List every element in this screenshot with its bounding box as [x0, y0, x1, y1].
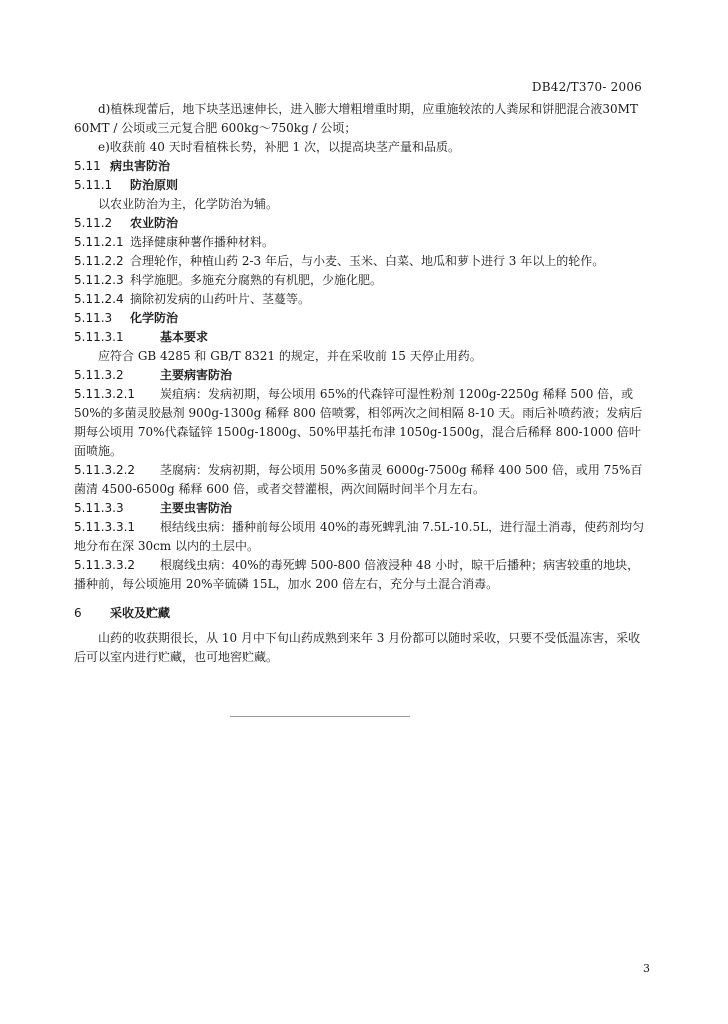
section-title: 防治原则 [130, 178, 179, 192]
section-5-11-heading [74, 157, 646, 176]
item-number: 5.11.3.3.2 [74, 558, 136, 572]
item-5-11-2-4 [74, 290, 646, 309]
document-body [74, 100, 646, 667]
section-6-heading [74, 604, 646, 623]
section-5-11-1-heading [74, 176, 646, 195]
section-5-11-3-2-heading [74, 366, 646, 385]
item-5-11-3-2-2 [74, 461, 646, 499]
section-number: 5.11.2 [74, 216, 113, 230]
item-text: 茎腐病：发病初期，每公顷用 50%多菌灵 6000g-7500g 稀释 400 500 倍，或用 75%百菌清 4500-6500g 稀释 600 倍，或者交替灌根，两次间隔时间半个月左右。 [74, 463, 643, 496]
section-5-11-3-3-heading [74, 499, 646, 518]
section-5-11-2-heading [74, 214, 646, 233]
item-number: 5.11.2.4 [74, 292, 124, 306]
item-5-11-3-3-2 [74, 556, 646, 594]
document-code: DB42/T370- 2006 [531, 80, 642, 94]
page-number: 3 [643, 962, 650, 975]
item-5-11-2-3 [74, 271, 646, 290]
section-title: 化学防治 [130, 311, 179, 325]
item-text: 选择健康种薯作播种材料。 [130, 235, 275, 249]
item-text: 摘除初发病的山药叶片、茎蔓等。 [130, 292, 311, 306]
section-5-11-1-text: 以农业防治为主，化学防治为辅。 [98, 197, 279, 211]
item-text: 根腐线虫病：40%的毒死蜱 500-800 倍液浸种 48 小时，晾干后播种；病害较重的地块，播种前，每公顷施用 20%辛硫磷 15L，加水 200 倍左右，充分与土混合消毒。 [74, 558, 640, 591]
item-number: 5.11.2.1 [74, 235, 124, 249]
item-text: 合理轮作，种植山药 2-3 年后，与小麦、玉米、白菜、地瓜和萝卜进行 3 年以上的轮作。 [130, 254, 605, 268]
item-number: 5.11.3.2.2 [74, 463, 136, 477]
section-title: 基本要求 [160, 330, 209, 344]
item-text: 科学施肥。多施充分腐熟的有机肥，少施化肥。 [130, 273, 383, 287]
paragraph-e: e)收获前 40 天时看植株长势，补肥 1 次，以提高块茎产量和品质。 [98, 140, 460, 154]
end-of-document-line [230, 716, 410, 717]
section-title: 采收及贮藏 [110, 606, 171, 620]
section-number: 5.11.3 [74, 311, 113, 325]
item-text: 根结线虫病：播种前每公顷用 40%的毒死蜱乳油 7.5L-10.5L，进行湿土消毒，使药剂均匀地分布在深 30cm 以内的土层中。 [74, 520, 645, 553]
item-5-11-3-3-1 [74, 518, 646, 556]
section-5-11-3-1-heading [74, 328, 646, 347]
item-number: 5.11.2.3 [74, 273, 124, 287]
section-title: 主要病害防治 [160, 368, 233, 382]
section-6-text: 山药的收获期很长，从 10 月中下旬山药成熟到来年 3 月份都可以随时采收，只要不受低温冻害，采收后可以室内进行贮藏，也可地窖贮藏。 [74, 631, 641, 664]
section-title: 主要虫害防治 [160, 501, 233, 515]
section-number: 5.11.3.1 [74, 330, 124, 344]
section-number: 5.11.1 [74, 178, 113, 192]
section-5-11-3-1-text: 应符合 GB 4285 和 GB/T 8321 的规定，并在采收前 15 天停止用药。 [98, 349, 482, 363]
section-title: 病虫害防治 [110, 159, 171, 173]
section-number: 5.11.3.3 [74, 501, 124, 515]
item-number: 5.11.3.3.1 [74, 520, 136, 534]
item-text: 炭疽病：发病初期，每公顷用 65%的代森锌可湿性粉剂 1200g-2250g 稀释 500 倍，或 50%的多菌灵胶悬剂 900g-1300g 稀释 800 倍喷雾，相邻两次之间相隔 8-10 天。雨后补喷药液；发病后期每公顷用 70%代森锰锌 1500g-1800g、50%甲基托布津 1050g-1500g，混合后稀释 800-1000 倍叶面喷施。 [74, 387, 643, 458]
item-number: 5.11.3.2.1 [74, 387, 136, 401]
section-number: 5.11 [74, 159, 101, 173]
item-5-11-3-2-1 [74, 385, 646, 461]
section-5-11-3-heading [74, 309, 646, 328]
section-number: 5.11.3.2 [74, 368, 124, 382]
section-title: 农业防治 [130, 216, 179, 230]
item-number: 5.11.2.2 [74, 254, 124, 268]
item-5-11-2-2 [74, 252, 646, 271]
section-number: 6 [74, 606, 82, 620]
paragraph-d: d)植株现蕾后，地下块茎迅速伸长，进入膨大增粗增重时期，应重施较浓的人粪尿和饼肥混合液30MT 60MT / 公顷或三元复合肥 600kg～750kg / 公顷； [74, 102, 638, 135]
item-5-11-2-1 [74, 233, 646, 252]
